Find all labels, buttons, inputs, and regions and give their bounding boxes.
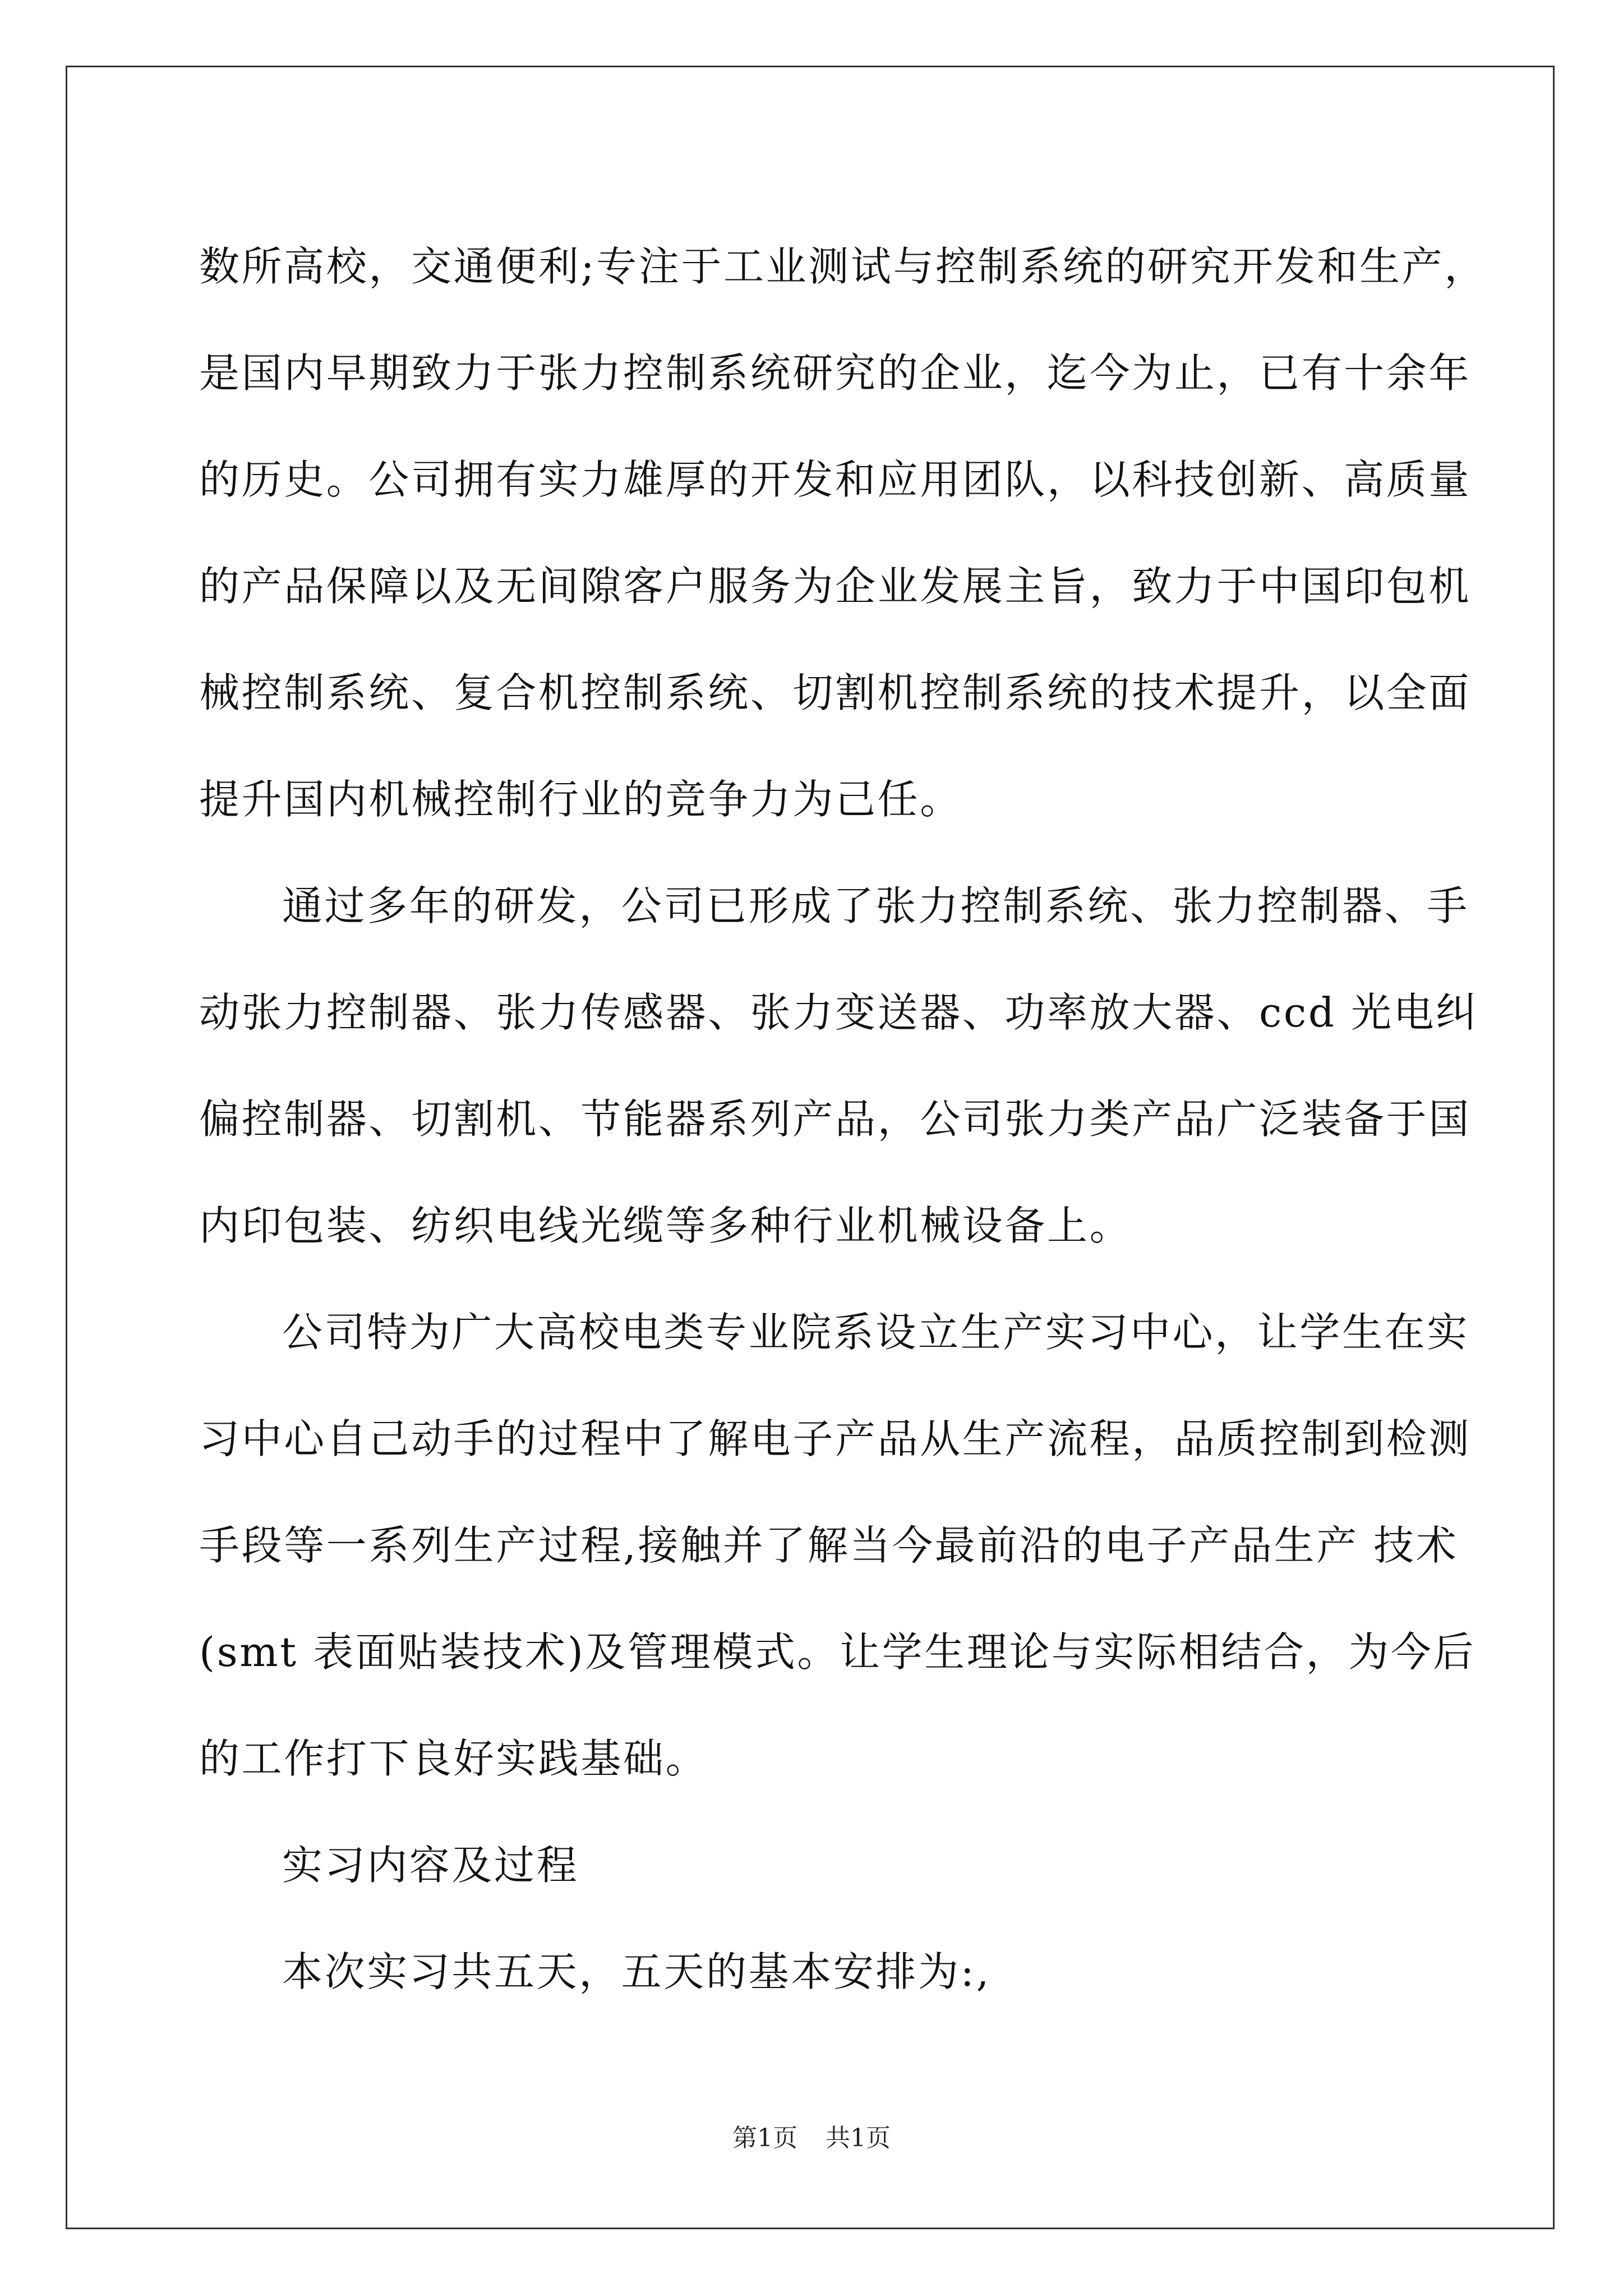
page-footer: [0, 2118, 1623, 2154]
paragraph-3-line-4: (smt 表面贴装技术)及管理模式。让学生理论与实际相结合，为今后: [199, 1628, 1476, 1676]
paragraph-1-line-4: 的产品保障以及无间隙客户服务为企业发展主旨，致力于中国印包机: [199, 563, 1472, 610]
page-number-current: 第1页: [732, 2124, 797, 2152]
paragraph-3-line-1: 公司特为广大高校电类专业院系设立生产实习中心，让学生在实: [282, 1309, 1469, 1356]
paragraph-2-line-3: 偏控制器、切割机、节能器系列产品，公司张力类产品广泛装备于国: [199, 1096, 1472, 1143]
document-body: [199, 213, 1487, 2025]
paragraph-1-line-5: 械控制系统、复合机控制系统、切割机控制系统的技术提升，以全面: [199, 669, 1472, 716]
paragraph-5-line-1: 本次实习共五天，五天的基本安排为:,: [282, 1948, 991, 1995]
paragraph-3-line-5: 的工作打下良好实践基础。: [199, 1735, 708, 1782]
paragraph-2-line-4: 内印包装、纺织电线光缆等多种行业机械设备上。: [199, 1202, 1132, 1249]
paragraph-3-line-3: 手段等一系列生产过程,接触并了解当今最前沿的电子产品生产 技术: [199, 1522, 1459, 1569]
paragraph-1-line-3: 的历史。公司拥有实力雄厚的开发和应用团队，以科技创新、高质量: [199, 456, 1472, 503]
paragraph-2-line-1: 通过多年的研发，公司已形成了张力控制系统、张力控制器、手: [282, 882, 1469, 930]
paragraph-1-line-2: 是国内早期致力于张力控制系统研究的企业，迄今为止，已有十余年: [199, 349, 1472, 397]
page-number-total: 共1页: [826, 2124, 891, 2152]
paragraph-1-line-6: 提升国内机械控制行业的竞争力为己任。: [199, 776, 962, 823]
paragraph-1-line-1: 数所高校，交通便利;专注于工业测试与控制系统的研究开发和生产，: [199, 243, 1487, 290]
paragraph-3-line-2: 习中心自己动手的过程中了解电子产品从生产流程，品质控制到检测: [199, 1415, 1472, 1462]
section-heading: 实习内容及过程: [282, 1842, 579, 1889]
paragraph-2-line-2: 动张力控制器、张力传感器、张力变送器、功率放大器、ccd 光电纠: [199, 989, 1478, 1036]
